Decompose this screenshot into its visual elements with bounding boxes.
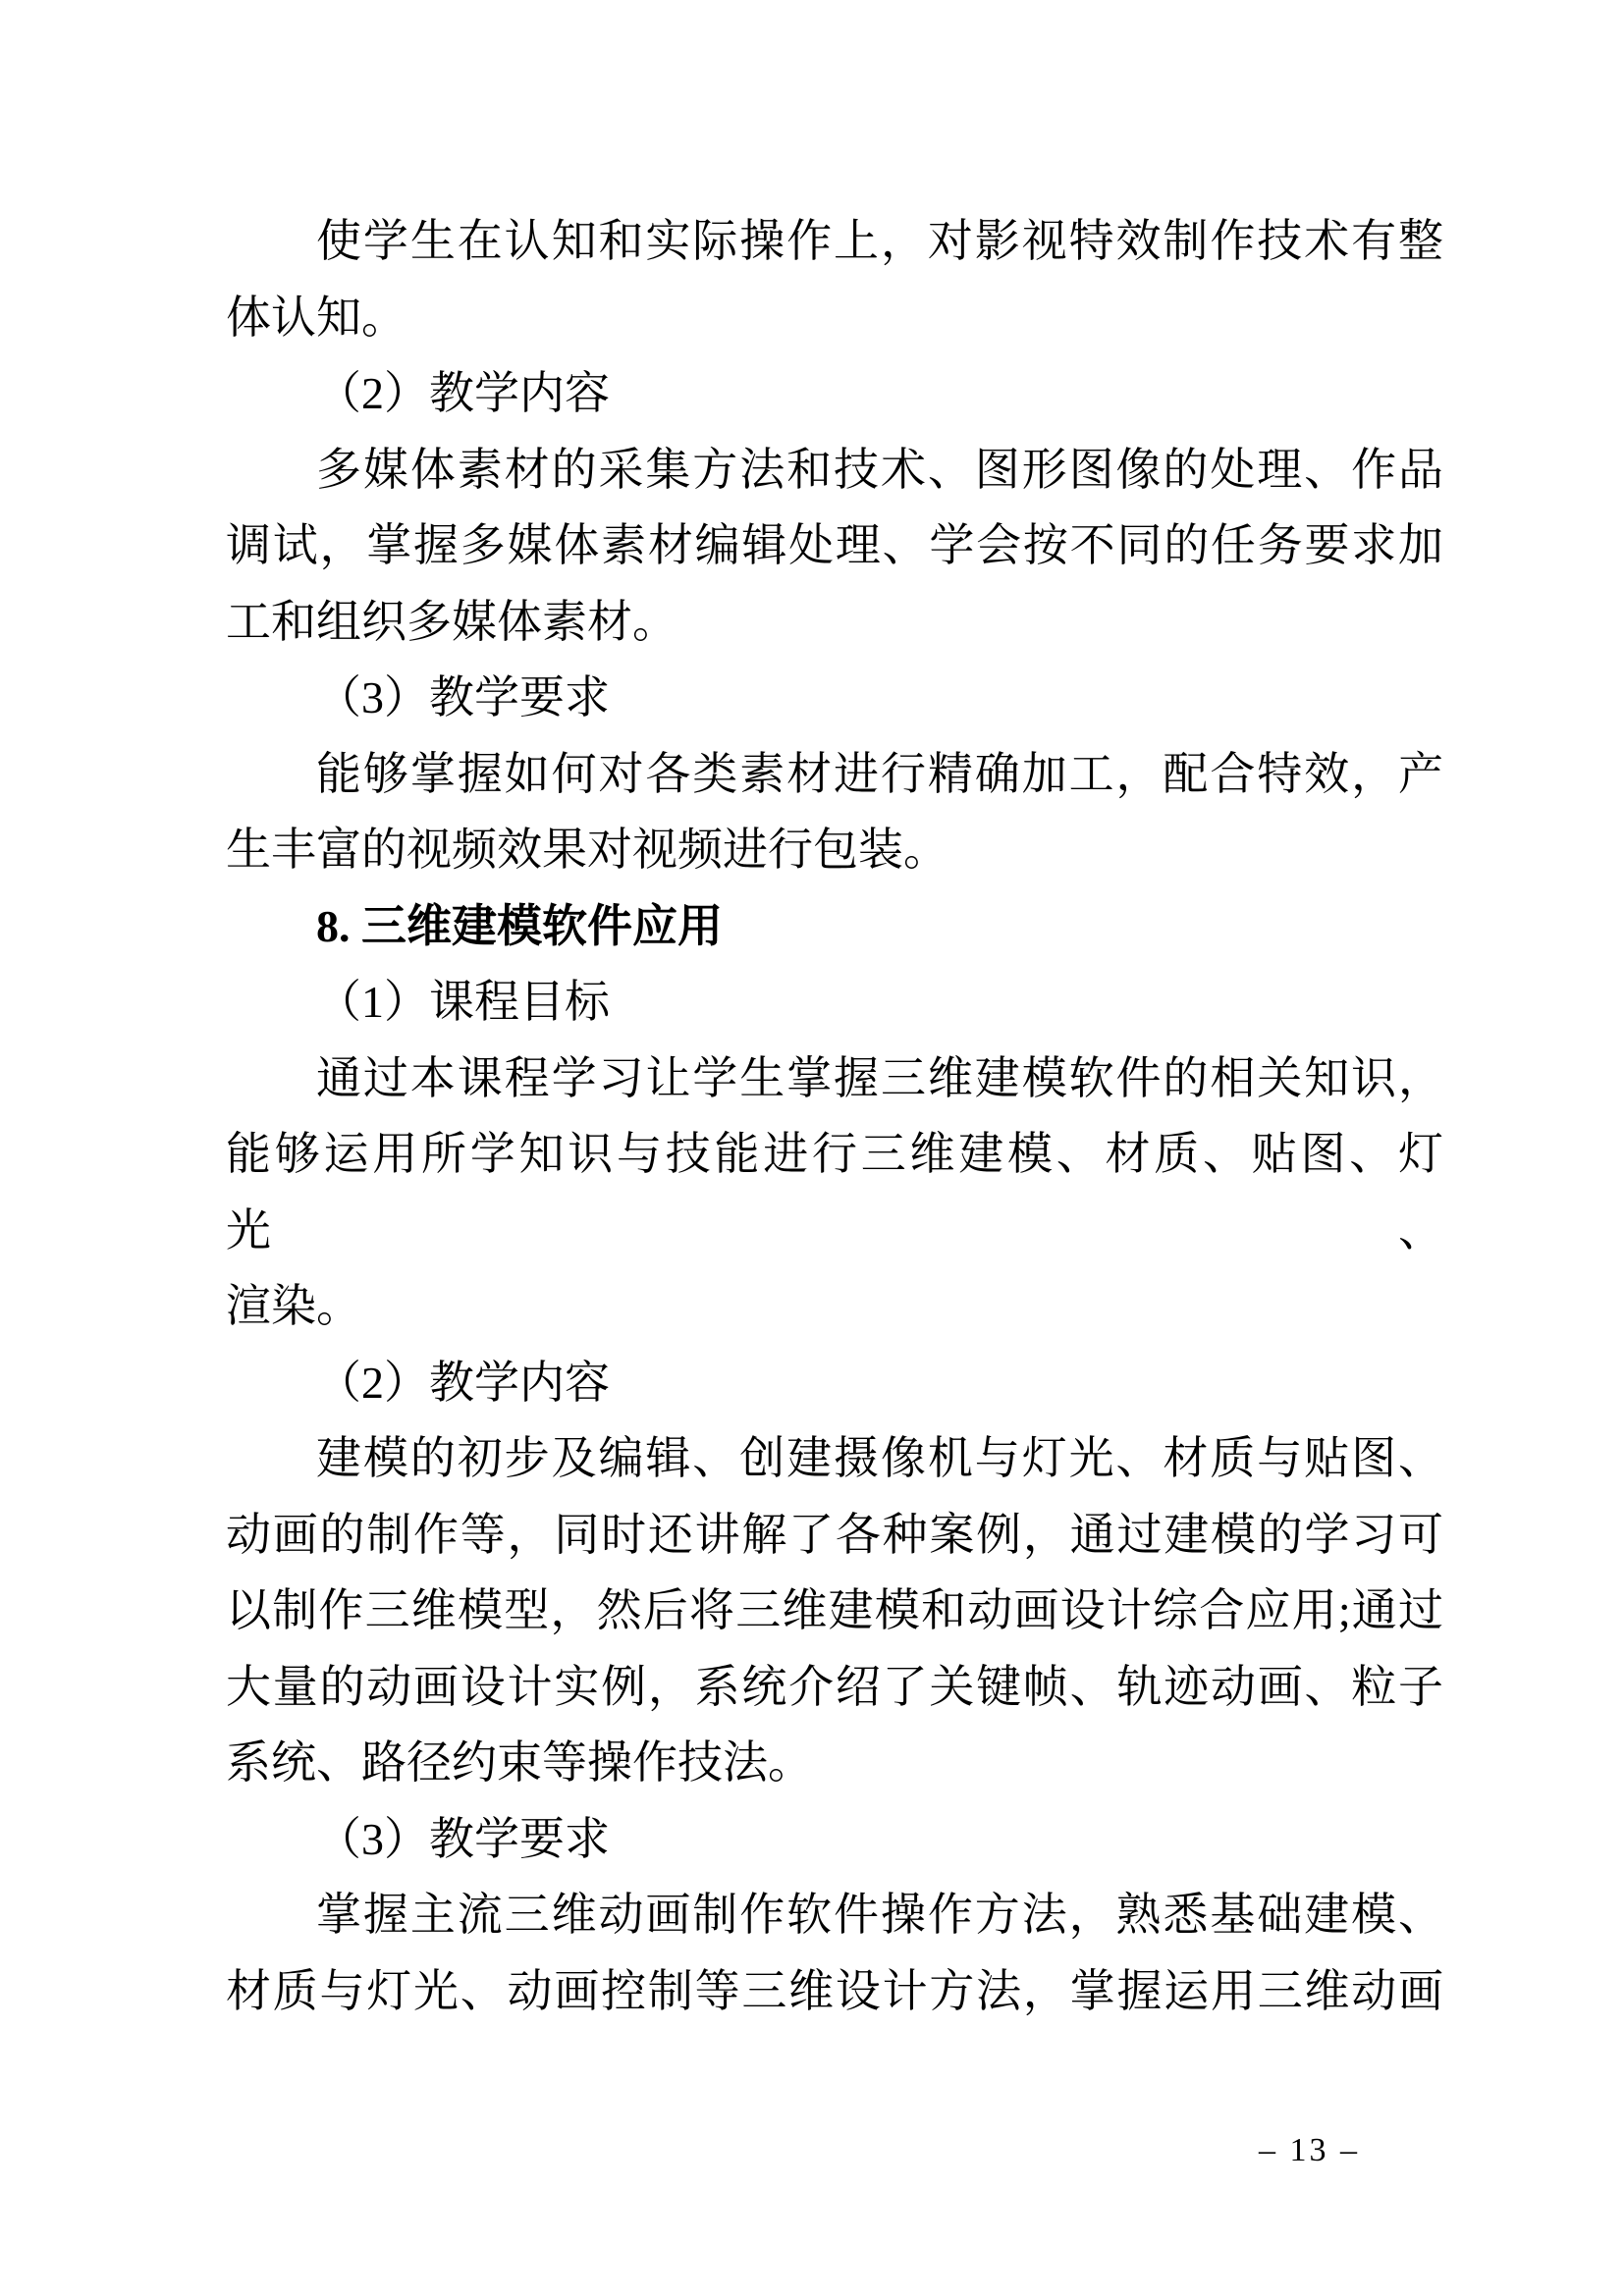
document-body bbox=[226, 203, 1443, 2029]
text-line: 能够运用所学知识与技能进行三维建模、材质、贴图、灯光、 bbox=[226, 1129, 1443, 1255]
paragraph-body bbox=[226, 1420, 1443, 1801]
page-number: – 13 – bbox=[1259, 2132, 1360, 2168]
text-line: 能够掌握如何对各类素材进行精确加工，配合特效，产 bbox=[316, 748, 1443, 799]
text-line: 以制作三维模型，然后将三维建模和动画设计综合应用;通过 bbox=[226, 1585, 1443, 1635]
paragraph-subheading bbox=[226, 1801, 1443, 1878]
text-line: 系统、路径约束等操作技法。 bbox=[226, 1737, 813, 1788]
text-line: 渲染。 bbox=[226, 1281, 361, 1331]
text-line: 体认知。 bbox=[226, 292, 406, 343]
text-line: （1）课程目标 bbox=[316, 977, 610, 1027]
paragraph-body bbox=[226, 432, 1443, 661]
text-line: 生丰富的视频效果对视频进行包装。 bbox=[226, 825, 948, 875]
text-line: 8. 三维建模软件应用 bbox=[316, 900, 723, 951]
text-line: （2）教学内容 bbox=[316, 368, 610, 418]
paragraph-heading bbox=[226, 888, 1443, 965]
text-line: 动画的制作等，同时还讲解了各种案例，通过建模的学习可 bbox=[226, 1509, 1443, 1560]
paragraph-body bbox=[226, 1041, 1443, 1345]
text-line: （3）教学要求 bbox=[316, 1813, 610, 1864]
text-line: （2）教学内容 bbox=[316, 1357, 610, 1408]
paragraph-body bbox=[226, 736, 1443, 888]
text-line: 建模的初步及编辑、创建摄像机与灯光、材质与贴图、 bbox=[316, 1433, 1443, 1483]
text-line: 多媒体素材的采集方法和技术、图形图像的处理、作品 bbox=[316, 444, 1443, 495]
text-line: （3）教学要求 bbox=[316, 672, 610, 722]
paragraph-subheading bbox=[226, 355, 1443, 432]
text-line: 调试，掌握多媒体素材编辑处理、学会按不同的任务要求加 bbox=[226, 520, 1443, 570]
text-line: 大量的动画设计实例，系统介绍了关键帧、轨迹动画、粒子 bbox=[226, 1661, 1443, 1712]
text-line: 使学生在认知和实际操作上，对影视特效制作技术有整 bbox=[316, 216, 1443, 266]
paragraph-body bbox=[226, 203, 1443, 355]
text-line: 工和组织多媒体素材。 bbox=[226, 596, 677, 647]
paragraph-subheading bbox=[226, 660, 1443, 736]
text-line: 材质与灯光、动画控制等三维设计方法，掌握运用三维动画 bbox=[226, 1965, 1443, 2016]
paragraph-body bbox=[226, 1877, 1443, 2029]
text-line: 掌握主流三维动画制作软件操作方法，熟悉基础建模、 bbox=[316, 1890, 1443, 1940]
text-line: 通过本课程学习让学生掌握三维建模软件的相关知识， bbox=[316, 1052, 1443, 1103]
paragraph-subheading bbox=[226, 964, 1443, 1041]
paragraph-subheading bbox=[226, 1345, 1443, 1421]
